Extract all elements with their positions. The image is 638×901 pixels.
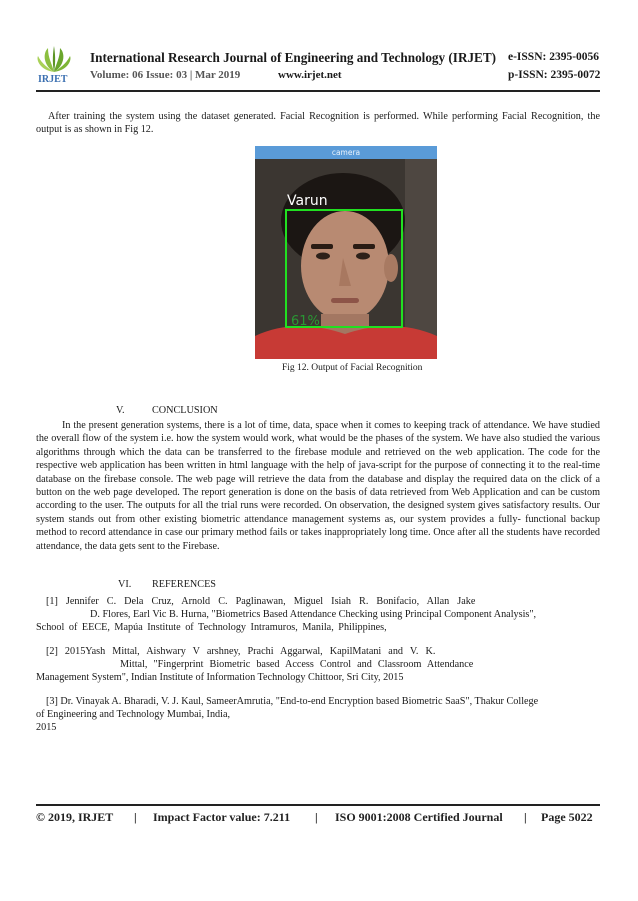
intro-paragraph: After training the system using the dataset generated. Facial Recognition is performed. While performing Facial Recognition, the output is as shown in Fig 12. [36,111,600,136]
recognized-name-label: Varun [287,193,328,209]
website-link[interactable]: www.irjet.net [278,69,342,81]
references-number: VI. [118,579,132,590]
face-bounding-box [285,209,403,328]
reference-2-line-3: Management System", Indian Institute of Information Technology Chittoor, Sri City, 2015 [36,672,404,683]
volume-issue: Volume: 06 Issue: 03 | Mar 2019 [90,69,241,81]
footer-impact-factor: Impact Factor value: 7.211 [153,810,291,824]
reference-3-line-3: 2015 [36,722,57,733]
reference-3-line-2: of Engineering and Technology Mumbai, India, [36,709,231,720]
reference-1-line-2: D. Flores, Earl Vic B. Hurna, "Biometrics Based Attendance Checking using Principal Component Analysis", [90,609,537,620]
footer-divider [36,804,600,806]
eissn: e-ISSN: 2395-0056 [508,51,600,63]
footer-iso: ISO 9001:2008 Certified Journal [335,810,503,824]
camera-app-bar: camera [255,146,437,159]
irjet-logo [34,44,74,88]
footer-separator: | [315,810,318,824]
facial-recognition-figure [255,146,437,359]
figure-caption: Fig 12. Output of Facial Recognition [282,363,423,373]
conclusion-number: V. [116,405,125,416]
footer-separator: | [134,810,137,824]
journal-title: International Research Journal of Engineering and Technology (IRJET) [90,50,497,65]
reference-3-line-1: [3] Dr. Vinayak A. Bharadi, V. J. Kaul, SameerAmrutia, "End-to-end Encryption based Biometric SaaS", Thakur College [46,696,539,707]
footer-separator: | [524,810,527,824]
conclusion-heading: CONCLUSION [152,405,218,416]
logo-text: IRJET [38,74,68,85]
references-heading: REFERENCES [152,579,216,590]
reference-1-line-1: [1] Jennifer C. Dela Cruz, Arnold C. Paglinawan, Miguel Isiah R. Bonifacio, Allan Jake [46,596,476,607]
confidence-label: 61% [291,314,320,329]
reference-1-line-3: School of EECE, Mapúa Institute of Technology Intramuros, Manila, Philippines, [36,622,387,633]
header-divider [36,90,600,92]
footer-page-number: Page 5022 [541,810,593,824]
reference-2-line-1: [2] 2015Yash Mittal, Aishwary V arshney, Prachi Aggarwal, KapilMatani and V. K. [46,646,436,657]
reference-2-line-2: Mittal, "Fingerprint Biometric based Access Control and Classroom Attendance [120,659,474,670]
conclusion-text: In the present generation systems, there is a lot of time, data, space when it comes to keeping track of attendance. We have studied the overall flow of the system i.e. how the system would work, what would be the phases of the system. We have also studied the various algorithms through which the data can be transferred to the firebase module and retrieved on the web application. The code for the respective web application has been written in html language with the help of java-script for the purpose of connecting it to the real-time database on the firebase console. The web page will retrieve the data from the database and display the required data on the click of a button on the web page developed. The report generation is done on the basis of data retrieved from Web Application and can be custom according to the user. The outputs for all the trial runs were recorded. On observation, the designed system gives satisfactory results. Our system stands out from other existing biometric attendance management systems as, our system provides a fully- functional backup method to record attendance in case our primary method fails or takes inappropriately long time. Once after all the students have recorded attendance, the data gets sent to the Firebase. [36,420,600,552]
footer-copyright: © 2019, IRJET [36,810,114,824]
pissn: p-ISSN: 2395-0072 [508,69,601,81]
